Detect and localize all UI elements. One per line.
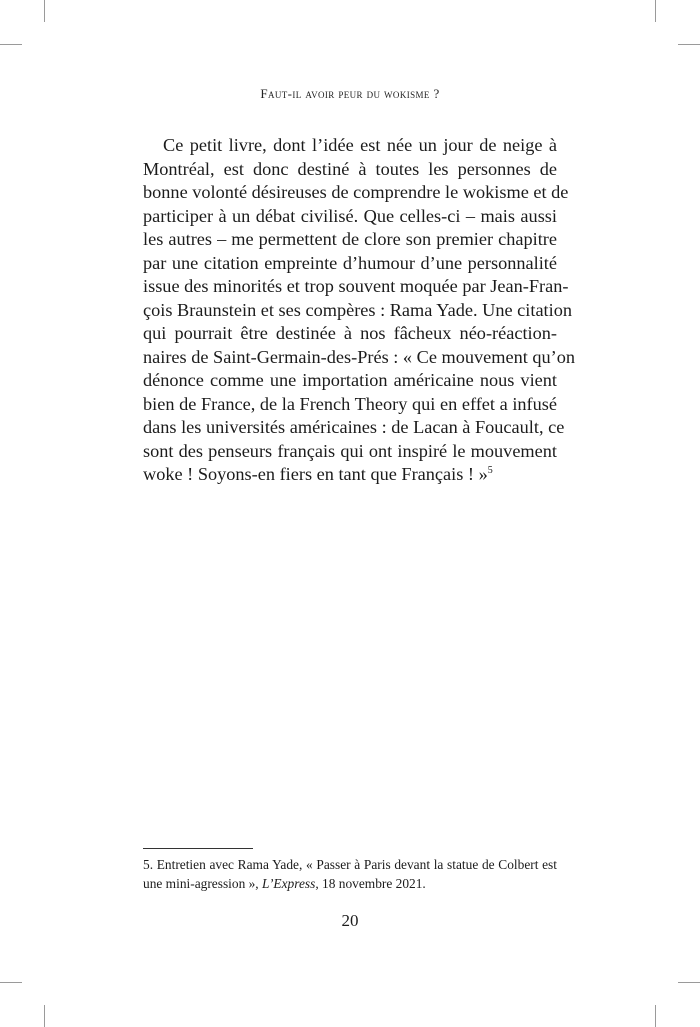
crop-mark-bottom-left-vertical <box>44 1005 45 1027</box>
footnote-separator <box>143 848 253 849</box>
footnote <box>143 855 557 893</box>
running-head: Faut-il avoir peur du wokisme ? <box>260 86 440 101</box>
page-number: 20 <box>341 911 359 930</box>
crop-mark-bottom-left-horizontal <box>0 982 22 983</box>
paragraph-line: les autres – me permettent de clore son premier chapitre <box>143 229 557 249</box>
footnote-source-title: L’Express <box>262 876 316 891</box>
crop-mark-top-left-horizontal <box>0 44 22 45</box>
paragraph-line: bonne volonté désireuses de comprendre le wokisme et de <box>143 182 569 202</box>
paragraph-line: Ce petit livre, dont l’idée est née un jour de neige à <box>163 135 557 155</box>
paragraph-line: Montréal, est donc destiné à toutes les personnes de <box>143 158 557 179</box>
paragraph-line: dans les universités américaines : de Lacan à Foucault, ce <box>143 417 565 437</box>
footnote-line <box>143 874 557 893</box>
footnote-reference[interactable]: 5 <box>487 464 493 476</box>
paragraph-line: qui pourrait être destinée à nos fâcheux néo-réaction- <box>143 323 557 343</box>
paragraph-line: dénonce comme une importation américaine nous vient <box>143 370 557 390</box>
paragraph-line: participer à un débat civilisé. Que celles-ci – mais aussi <box>143 205 557 226</box>
footnote-line: 5. Entretien avec Rama Yade, « Passer à Paris devant la statue de Colbert est <box>143 857 557 872</box>
paragraph-line: par une citation empreinte d’humour d’une personnalité <box>143 252 557 273</box>
crop-mark-bottom-right-vertical <box>655 1005 656 1027</box>
crop-mark-top-right-horizontal <box>678 44 700 45</box>
paragraph-line: çois Braunstein et ses compères : Rama Yade. Une citation <box>143 299 573 320</box>
crop-mark-top-left-vertical <box>44 0 45 22</box>
paragraph-line: issue des minorités et trop souvent moquée par Jean-Fran- <box>143 276 569 296</box>
crop-mark-bottom-right-horizontal <box>678 982 700 983</box>
paragraph-line: sont des penseurs français qui ont inspiré le mouvement <box>143 440 557 461</box>
paragraph-line: bien de France, de la French Theory qui en effet a infusé <box>143 393 557 414</box>
paragraph-last-line <box>143 463 557 487</box>
body-paragraph <box>143 134 576 487</box>
paragraph-line-text: woke ! Soyons-en fiers en tant que Français ! » <box>143 464 488 484</box>
crop-mark-top-right-vertical <box>655 0 656 22</box>
footnote-text: , 18 novembre 2021. <box>315 876 426 891</box>
paragraph-line: naires de Saint-Germain-des-Prés : « Ce mouvement qu’on <box>143 346 576 367</box>
footnote-text: une mini-agression », <box>143 876 263 891</box>
